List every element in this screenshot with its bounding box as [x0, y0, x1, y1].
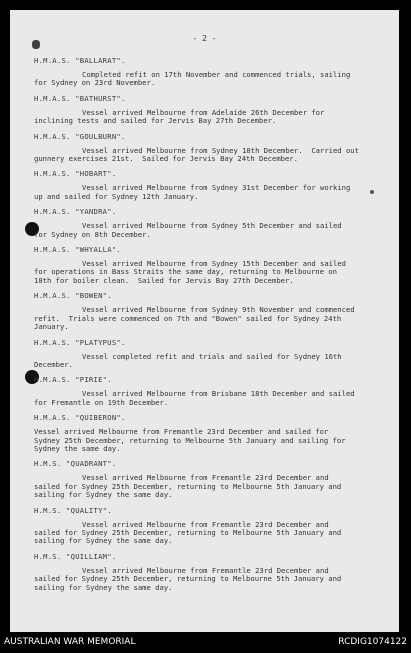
ship-entry [34, 132, 379, 164]
ship-heading: H.M.A.S. "HOBART". [34, 169, 117, 179]
ship-report-text: Vessel arrived Melbourne from Sydney 9th November and commenced refit. Trials were commenced on 7th and "Bowen" sailed for Sydney 24th January. [34, 305, 355, 332]
ship-heading: H.M.S. "QUADRANT". [34, 459, 117, 469]
ship-entry [34, 245, 379, 285]
ship-entry [34, 506, 379, 546]
ship-heading: H.M.A.S. "BATHURST". [34, 93, 126, 103]
page-number: - 2 - [192, 34, 217, 43]
ship-entry [34, 56, 379, 88]
ship-report-text: Vessel arrived Melbourne from Sydney 5th December and sailed for Sydney on 8th December. [34, 221, 342, 239]
ship-report-text: Vessel arrived Melbourne from Fremantle 23rd December and sailed for Sydney 25th December, returning to Melbourne 5th January and sailing for Sydney the same day. [34, 565, 342, 592]
ship-report-text: Vessel arrived Melbourne from Sydney 31st December for working up and sailed for Sydney 12th January. [34, 183, 351, 201]
ship-heading: H.M.A.S. "PLATYPUS". [34, 337, 126, 347]
record-id: RCDIG1074122 [338, 637, 407, 647]
ship-report-text: Vessel arrived Melbourne from Fremantle 23rd December and sailed for Sydney 25th December, returning to Melbourne 5th January and sailing for Sydney the same day. [34, 473, 342, 500]
ship-report-text: Vessel arrived Melbourne from Fremantle 23rd December and sailed for Sydney 25th December, returning to Melbourne 5th January and sailing for Sydney the same day. [34, 519, 342, 546]
report-body [34, 56, 379, 598]
ship-report-text: Vessel arrived Melbourne from Fremantle 23rd December and sailed for Sydney 25th December, returning to Melbourne 5th January and sailing for Sydney the same day. [34, 427, 346, 453]
ship-heading: H.M.A.S. "PIRIE". [34, 375, 112, 385]
ship-heading: H.M.A.S. "GOULBURN". [34, 131, 126, 141]
ship-entry [34, 291, 379, 331]
ship-heading: H.M.S. "QUILLIAM". [34, 551, 117, 561]
ship-report-text: Completed refit on 17th November and commenced trials, sailing for Sydney on 23rd November. [34, 70, 351, 88]
ship-entry [34, 552, 379, 592]
footer-bar [0, 632, 411, 653]
ship-entry [34, 375, 379, 407]
ship-report-text: Vessel arrived Melbourne from Adelaide 26th December for inclining tests and sailed for Jervis Bay 27th December. [34, 107, 325, 126]
ship-heading: H.M.S. "QUALITY". [34, 505, 112, 515]
ship-entry [34, 94, 379, 126]
ship-entry [34, 207, 379, 239]
ship-heading: H.M.A.S. "BALLARAT". [34, 56, 126, 65]
ship-entry [34, 169, 379, 201]
ship-entry [34, 338, 379, 370]
document-page [10, 10, 399, 632]
ship-entry [34, 459, 379, 499]
ship-heading: H.M.A.S. "QUIBERON". [34, 413, 126, 423]
ship-report-text: Vessel arrived Melbourne from Sydney 18th December. Carried out gunnery exercises 21st. Sailed for Jervis Bay 24th December. [34, 145, 359, 164]
ship-entry [34, 413, 379, 453]
ship-report-text: Vessel arrived Melbourne from Brisbane 18th December and sailed for Fremantle on 19th December. [34, 389, 355, 407]
ship-heading: H.M.A.S. "WHYALLA". [34, 245, 121, 255]
ship-report-text: Vessel completed refit and trials and sailed for Sydney 16th December. [34, 351, 342, 369]
archive-name: AUSTRALIAN WAR MEMORIAL [4, 637, 136, 647]
ship-report-text: Vessel arrived Melbourne from Sydney 15th December and sailed for operations in Bass Straits the same day, returning to Melbourne on 18th for boiler clean. Sailed for Jervis Bay 27th December. [34, 259, 346, 285]
ship-heading: H.M.A.S. "BOWEN". [34, 291, 112, 301]
ship-heading: H.M.A.S. "YANDRA". [34, 207, 117, 217]
